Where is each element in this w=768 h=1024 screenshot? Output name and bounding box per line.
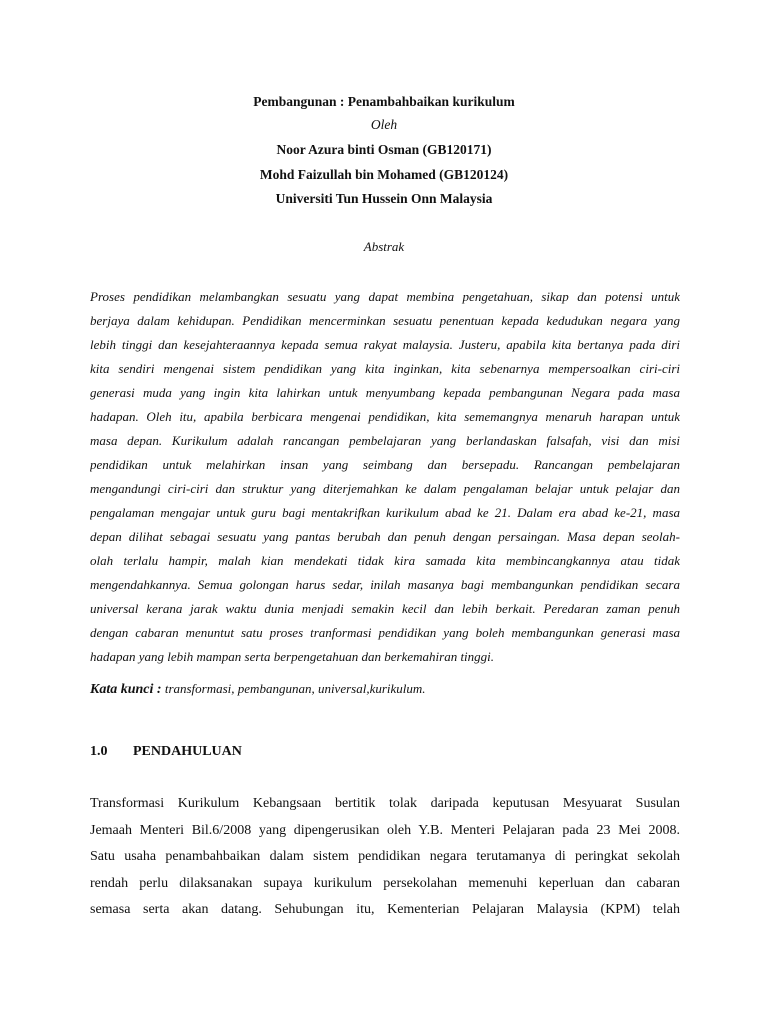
paper-title: Pembangunan : Penambahbaikan kurikulum bbox=[253, 94, 515, 109]
abstract-line: kita sendiri mengenai sistem pendidikan yang kita inginkan, kita sebenarnya mempersoalkan ciri-ciri bbox=[90, 361, 680, 376]
abstract-line: depan dilihat sebagai sesuatu yang pantas berubah dan penuh dengan persaingan. Masa depan seolah- bbox=[90, 529, 680, 544]
abstract-line: pendidikan untuk melahirkan insan yang seimbang dan bersepadu. Rancangan pembelajaran bbox=[90, 457, 680, 472]
author-1: Noor Azura binti Osman (GB120171) bbox=[276, 142, 492, 157]
abstract-line: pengalaman mengajar untuk guru bagi mentakrifkan kurikulum abad ke 21. Dalam era abad ke-21, masa bbox=[90, 505, 680, 520]
abstract-line: hadapan yang lebih mampan serta berpengetahuan dan berkemahiran tinggi. bbox=[90, 649, 495, 664]
section-title: PENDAHULUAN bbox=[133, 744, 242, 759]
keywords-value: transformasi, pembangunan, universal,kurikulum. bbox=[161, 681, 426, 696]
abstract-line: olah terlalu hampir, malah kian mendekati tidak kira samada kita membincangkannya atau tidak bbox=[90, 553, 680, 568]
body-line: rendah perlu dilaksanakan supaya kurikulum persekolahan memenuhi keperluan dan cabaran bbox=[90, 875, 680, 891]
by-line: Oleh bbox=[370, 117, 398, 132]
body-line: semasa serta akan datang. Sehubungan itu, Kementerian Pelajaran Malaysia (KPM) telah bbox=[90, 902, 680, 917]
abstract-line: lebih tinggi dan kesejahteraannya kepada semua rakyat malaysia. Justeru, apabila kita bertanya pada diri bbox=[90, 337, 680, 352]
abstract-line: dengan cabaran menuntut satu proses tranformasi pendidikan yang boleh membangunkan generasi masa bbox=[90, 625, 680, 640]
abstract-line: mengendahkannya. Semua golongan harus sedar, inilah masanya bagi membangunkan pendidikan secara bbox=[90, 577, 680, 592]
abstract-line: Proses pendidikan melambangkan sesuatu yang dapat membina pengetahuan, sikap dan potensi untuk bbox=[90, 289, 680, 304]
section-number: 1.0 bbox=[90, 744, 108, 759]
abstract-line: generasi muda yang ingin kita lahirkan untuk menyumbang kepada pembangunan Negara pada masa bbox=[90, 385, 680, 400]
section-heading bbox=[90, 744, 242, 760]
body-line: Satu usaha penambahbaikan dalam sistem pendidikan negara terutamanya di peringkat sekolah bbox=[90, 849, 680, 864]
keywords bbox=[90, 681, 426, 698]
author-2: Mohd Faizullah bin Mohamed (GB120124) bbox=[259, 167, 509, 182]
abstract-line: berjaya dalam kehidupan. Pendidikan mencerminkan sesuatu penentuan kepada kedudukan negara yang bbox=[90, 313, 680, 328]
body-line: Transformasi Kurikulum Kebangsaan bertitik tolak daripada keputusan Mesyuarat Susulan bbox=[90, 796, 680, 811]
section-paragraph bbox=[90, 795, 680, 928]
abstract-line: masa depan. Kurikulum adalah rancangan pembelajaran yang berlandaskan falsafah, visi dan misi bbox=[90, 433, 680, 448]
institution: Universiti Tun Hussein Onn Malaysia bbox=[275, 191, 493, 206]
abstract-paragraph bbox=[90, 288, 680, 672]
abstract-line: hadapan. Oleh itu, apabila berbicara mengenai pendidikan, kita sememangnya menaruh harapan untuk bbox=[90, 409, 680, 424]
abstract-line: universal kerana jarak waktu dunia menjadi semakin kecil dan lebih berkait. Peredaran zaman penuh bbox=[90, 601, 680, 616]
abstract-heading: Abstrak bbox=[363, 239, 405, 254]
abstract-line: mengandungi ciri-ciri dan struktur yang diterjemahkan ke dalam pengalaman belajar untuk pelajar dan bbox=[90, 481, 680, 496]
body-line: Jemaah Menteri Bil.6/2008 yang dipengerusikan oleh Y.B. Menteri Pelajaran pada 23 Mei 2008. bbox=[90, 822, 680, 838]
keywords-label: Kata kunci : bbox=[90, 682, 162, 697]
